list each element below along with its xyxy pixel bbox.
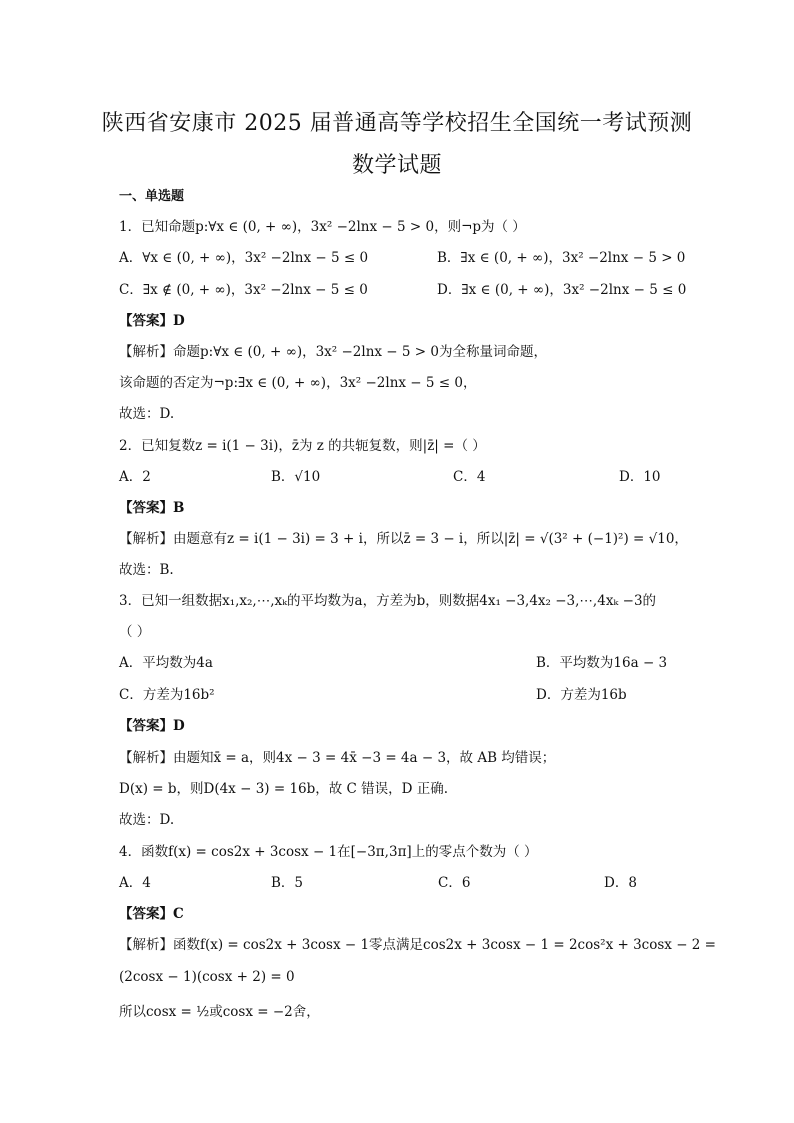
question-2-option-d: D．10 bbox=[619, 469, 661, 485]
question-3-option-d: D．方差为16b bbox=[536, 687, 627, 703]
question-3-explanation-1: 【解析】由题知x̄ = a，则4x − 3 = 4x̄ −3 = 4a − 3，故 AB 均错误； bbox=[119, 750, 556, 766]
question-1-stem: 1．已知命题p:∀x ∈ (0, + ∞)，3x² −2lnx − 5 > 0，则¬p为（ ） bbox=[119, 219, 526, 235]
question-1-explanation-1: 【解析】命题p:∀x ∈ (0, + ∞)，3x² −2lnx − 5 > 0为全称量词命题， bbox=[119, 344, 547, 360]
question-2-answer: 【答案】B bbox=[119, 500, 185, 516]
question-3-stem-continued: （ ） bbox=[119, 624, 151, 640]
question-1-option-a: A．∀x ∈ (0, + ∞)，3x² −2lnx − 5 ≤ 0 bbox=[119, 250, 369, 266]
question-4-option-a: A．4 bbox=[119, 875, 151, 891]
question-4-option-d: D．8 bbox=[604, 875, 637, 891]
question-4-answer: 【答案】C bbox=[119, 906, 184, 922]
question-1-option-b: B．∃x ∈ (0, + ∞)，3x² −2lnx − 5 > 0 bbox=[437, 250, 686, 266]
question-4-option-b: B．5 bbox=[271, 875, 304, 891]
question-2-option-a: A．2 bbox=[119, 469, 151, 485]
page-title: 陕西省安康市 2025 届普通高等学校招生全国统一考试预测 bbox=[101, 111, 693, 136]
page-subtitle: 数学试题 bbox=[351, 153, 442, 178]
question-2-option-b: B．√10 bbox=[271, 469, 321, 485]
question-3-option-c: C．方差为16b² bbox=[119, 687, 215, 703]
question-3-explanation-3: 故选：D. bbox=[119, 812, 175, 828]
question-1-explanation-3: 故选：D. bbox=[119, 406, 175, 422]
question-3-answer: 【答案】D bbox=[119, 718, 185, 734]
question-3-stem: 3．已知一组数据x₁,x₂,⋯,xₖ的平均数为a，方差为b，则数据4x₁ −3,4x₂ −3,⋯,4xₖ −3的 bbox=[119, 593, 657, 609]
question-3-option-b: B．平均数为16a − 3 bbox=[536, 655, 668, 671]
question-3-explanation-2: D(x) = b，则D(4x − 3) = 16b，故 C 错误，D 正确. bbox=[119, 781, 449, 797]
question-4-explanation-3: 所以cosx = ½或cosx = −2舍， bbox=[119, 1004, 320, 1020]
question-2-stem: 2．已知复数z = i(1 − 3i)，z̄为 z 的共轭复数，则|z̄| =（ ） bbox=[119, 438, 486, 454]
question-1-option-d: D．∃x ∈ (0, + ∞)，3x² −2lnx − 5 ≤ 0 bbox=[437, 282, 687, 298]
question-2-option-c: C．4 bbox=[453, 469, 486, 485]
section-heading: 一、单选题 bbox=[119, 189, 185, 204]
question-2-explanation-1: 【解析】由题意有z = i(1 − 3i) = 3 + i，所以z̄ = 3 − i，所以|z̄| = √(3² + (−1)²) = √10， bbox=[119, 531, 688, 547]
question-4-option-c: C．6 bbox=[438, 875, 471, 891]
question-4-stem: 4．函数f(x) = cos2x + 3cosx − 1在[−3π,3π]上的零点个数为（ ） bbox=[119, 844, 538, 860]
question-1-answer: 【答案】D bbox=[119, 313, 185, 329]
question-3-option-a: A．平均数为4a bbox=[119, 655, 213, 671]
question-1-explanation-2: 该命题的否定为¬p:∃x ∈ (0, + ∞)，3x² −2lnx − 5 ≤ 0， bbox=[119, 375, 477, 391]
question-1-option-c: C．∃x ∉ (0, + ∞)，3x² −2lnx − 5 ≤ 0 bbox=[119, 282, 368, 298]
question-4-explanation-1: 【解析】函数f(x) = cos2x + 3cosx − 1零点满足cos2x + 3cosx − 1 = 2cos²x + 3cosx − 2 = bbox=[119, 937, 716, 953]
question-2-explanation-2: 故选：B. bbox=[119, 562, 174, 578]
question-4-explanation-2: (2cosx − 1)(cosx + 2) = 0 bbox=[119, 969, 295, 985]
